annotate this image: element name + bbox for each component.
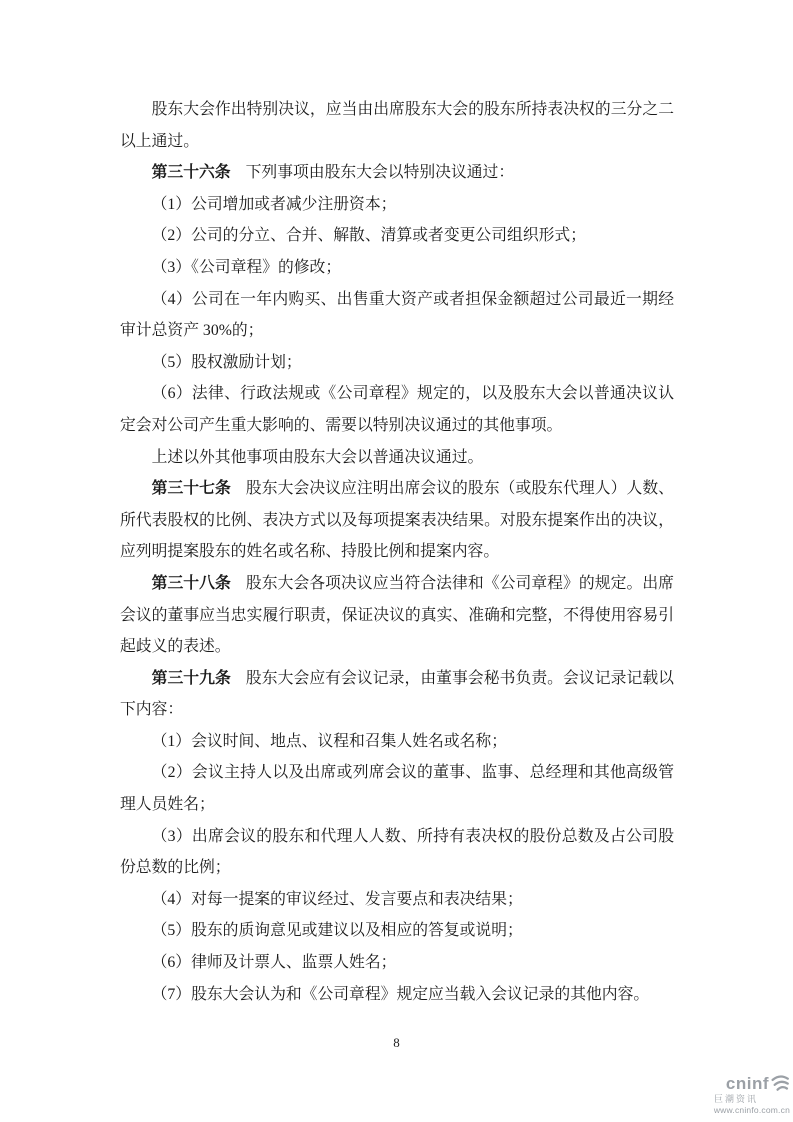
paragraph: （5）股东的质询意见或建议以及相应的答复或说明； — [151, 922, 523, 940]
paragraph: 第三十七条 股东大会决议应注明出席会议的股东（或股东代理人）人数、所代表股权的比例、表决方式以及每项提案表决结果。对股东提案作出的决议，应列明提案股东的姓名或名称、持股比例和提案内容。 — [120, 480, 674, 561]
paragraph: （3）《公司章程》的修改； — [151, 258, 342, 276]
cninfo-watermark — [702, 1075, 790, 1115]
paragraph: （1）公司增加或者减少注册资本； — [151, 195, 397, 213]
paragraph: （6）法律、行政法规或《公司章程》规定的，以及股东大会以普通决议认定会对公司产生重大影响的、需要以特别决议通过的其他事项。 — [120, 385, 674, 434]
paragraph: （7）股东大会认为和《公司章程》规定应当载入会议记录的其他内容。 — [151, 985, 650, 1003]
paragraph: （1）会议时间、地点、议程和召集人姓名或名称； — [151, 732, 508, 750]
page-number: 8 — [393, 1035, 400, 1050]
clause-number: 第三十六条 — [151, 164, 231, 182]
paragraph: 第三十九条 股东大会应有会议记录，由董事会秘书负责。会议记录记载以下内容： — [120, 669, 674, 719]
paragraph: 上述以外其他事项由股东大会以普通决议通过。 — [151, 448, 484, 466]
document-body — [120, 94, 674, 1010]
paragraph: （4）公司在一年内购买、出售重大资产或者担保金额超过公司最近一期经审计总资产 30%的； — [120, 290, 674, 340]
paragraph: 第三十六条 下列事项由股东大会以特别决议通过： — [151, 164, 515, 182]
cninfo-chinese-name: 巨潮资讯 — [713, 1093, 758, 1104]
paragraph: （2）公司的分立、合并、解散、清算或者变更公司组织形式； — [151, 227, 587, 245]
paragraph: 第三十八条 股东大会各项决议应当符合法律和《公司章程》的规定。出席会议的董事应当忠实履行职责，保证决议的真实、准确和完整，不得使用容易引起歧义的表述。 — [120, 574, 674, 656]
paragraph: （2）会议主持人以及出席或列席会议的董事、监事、总经理和其他高级管理人员姓名； — [120, 764, 674, 814]
paragraph: 股东大会作出特别决议，应当由出席股东大会的股东所持表决权的三分之二以上通过。 — [120, 101, 674, 150]
paragraph: （6）律师及计票人、监票人姓名； — [151, 954, 397, 972]
clause-number: 第三十九条 — [151, 669, 231, 687]
clause-number: 第三十八条 — [151, 574, 231, 592]
cninfo-brand-text: cninf — [725, 1074, 769, 1093]
cninfo-swirl-icon — [770, 1075, 790, 1093]
paragraph: （4）对每一提案的审议经过、发言要点和表决结果； — [151, 890, 523, 908]
paragraph: （5）股权激励计划； — [151, 353, 302, 371]
cninfo-brand-row — [702, 1075, 790, 1093]
cninfo-url: www.cninfo.com.cn — [713, 1104, 790, 1115]
clause-number: 第三十七条 — [151, 480, 231, 498]
paragraph: （3）出席会议的股东和代理人人数、所持有表决权的股份总数及占公司股份总数的比例； — [120, 827, 674, 877]
